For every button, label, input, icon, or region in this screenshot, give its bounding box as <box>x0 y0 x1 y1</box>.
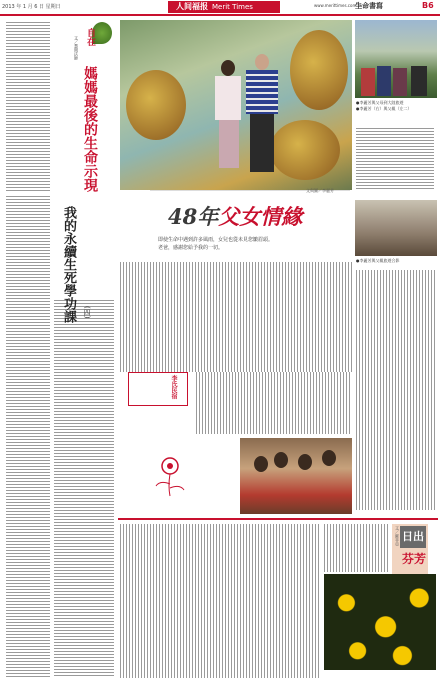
info-box-title: 李氏民宿 <box>170 375 177 399</box>
column-byline: 文／蘇菲亞 <box>395 526 400 546</box>
sidebar-text <box>356 128 434 190</box>
sidebar-person <box>377 66 391 96</box>
flower-ornament <box>140 448 200 498</box>
sidebar-person <box>361 68 375 96</box>
rock-sculpture <box>126 70 186 140</box>
rock-sculpture <box>270 120 340 180</box>
sidebar-person <box>411 66 427 96</box>
photo-credit: 文與圖／李麗芳 <box>306 188 334 193</box>
masthead <box>168 1 280 13</box>
person-father <box>244 54 280 174</box>
sidebar-caption <box>356 100 434 112</box>
sidebar-caption-1: ●李麗芳與父母到大陸旅遊 <box>356 100 404 105</box>
left-part: (四) <box>83 306 91 319</box>
column-title-bottom: 芬芳 <box>402 552 427 566</box>
feature-subtitle-1: 即使生命中遇到許多風雨，女兒也從未見您皺眉頭。 <box>158 237 274 243</box>
header-rule <box>0 14 440 16</box>
text-column-left-2 <box>6 196 50 678</box>
bottom-text-2 <box>324 524 390 572</box>
issue-date: 2013 年 1 月 6 日 星期日 <box>2 4 61 10</box>
person-daughter <box>212 60 246 170</box>
section-name: 生命書寫 <box>355 2 383 10</box>
family-member <box>254 456 268 472</box>
left-title-red: 媽媽最後的生命示現 <box>82 66 98 192</box>
bottom-text <box>120 524 320 678</box>
sidebar-person <box>393 68 407 96</box>
sunflower-photo <box>324 574 436 670</box>
left-byline: 文／慧開法師 <box>74 36 79 60</box>
feature-title-text: 父女情緣 <box>218 204 303 229</box>
feature-subtitle <box>158 236 348 252</box>
main-photo <box>120 20 352 190</box>
info-box <box>128 372 188 406</box>
body-text-right <box>356 270 436 510</box>
family-member <box>322 450 336 466</box>
family-member <box>274 452 288 468</box>
sidebar-photo-group <box>355 20 437 98</box>
body-text-mid <box>196 372 352 434</box>
family-photo <box>240 438 352 514</box>
left-title-black: 我的永續生死學功課 <box>61 206 76 323</box>
feature-title <box>168 201 302 231</box>
text-column-left-1 <box>6 22 50 192</box>
rock-sculpture <box>290 30 348 110</box>
sidebar-caption-2: ●李麗芳（右）與父親（左二） <box>356 106 412 111</box>
small-photo-caption: ●李麗芳與父親旅遊合影 <box>356 258 400 263</box>
feature-subtitle-2: 老爸，感謝您給予我的一切。 <box>158 245 224 251</box>
masthead-en: Merit Times <box>212 3 253 11</box>
text-column-left-3 <box>54 300 114 678</box>
body-text-upper <box>120 262 352 372</box>
kicker: 自在 <box>85 28 95 46</box>
masthead-cn: 人间福报 <box>176 2 208 11</box>
page-number: B6 <box>422 1 434 10</box>
site-url[interactable]: www.merittimes.com.tw <box>314 3 363 8</box>
family-member <box>298 454 312 470</box>
column-title-top: 日出 <box>400 526 426 548</box>
bottom-divider <box>118 518 438 520</box>
feature-title-number: 48年 <box>168 204 219 229</box>
small-photo <box>355 200 437 256</box>
